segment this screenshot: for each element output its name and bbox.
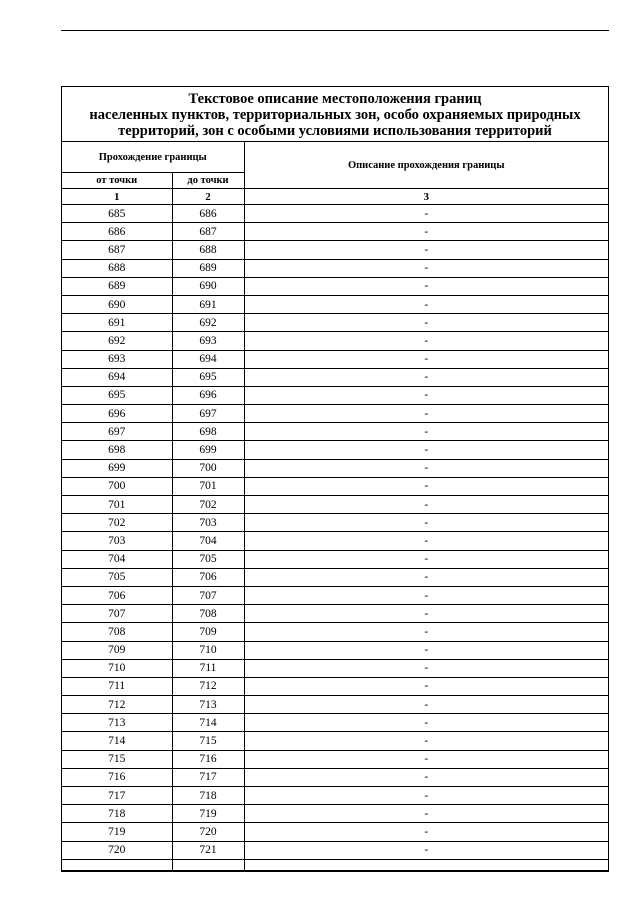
from-point-cell: 709 [62,641,172,659]
from-point-cell: 697 [62,423,172,441]
to-point-cell: 697 [172,405,244,423]
to-point-cell: 715 [172,732,244,750]
to-point-cell: 686 [172,205,244,223]
description-cell: - [244,659,608,677]
from-point-header: от точки [62,173,172,189]
from-point-cell: 686 [62,223,172,241]
from-point-cell: 704 [62,550,172,568]
to-point-cell: 708 [172,605,244,623]
description-cell: - [244,823,608,841]
from-point-cell: 703 [62,532,172,550]
table-row [62,768,608,786]
description-cell: - [244,350,608,368]
to-point-cell: 699 [172,441,244,459]
to-point-cell: 710 [172,641,244,659]
to-point-cell: 704 [172,532,244,550]
from-point-cell: 700 [62,477,172,495]
header-rule [61,30,609,31]
description-cell: - [244,768,608,786]
description-cell: - [244,277,608,295]
from-point-cell: 701 [62,496,172,514]
title-line: территорий, зон с особыми условиями использования территорий [118,123,552,139]
from-point-cell: 719 [62,823,172,841]
to-point-cell: 694 [172,350,244,368]
table-row [62,823,608,841]
description-cell: - [244,259,608,277]
to-point-cell: 718 [172,787,244,805]
table-row [62,386,608,404]
description-cell: - [244,459,608,477]
empty-cell [62,859,172,870]
description-cell: - [244,750,608,768]
to-point-cell: 721 [172,841,244,859]
boundary-table [62,142,608,871]
description-cell: - [244,532,608,550]
table-row [62,805,608,823]
table-row [62,586,608,604]
description-cell: - [244,241,608,259]
title-line: населенных пунктов, территориальных зон, особо охраняемых природных [89,107,581,123]
from-point-cell: 685 [62,205,172,223]
table-row [62,514,608,532]
description-cell: - [244,586,608,604]
to-point-cell: 698 [172,423,244,441]
to-point-cell: 695 [172,368,244,386]
to-point-cell: 693 [172,332,244,350]
from-point-cell: 692 [62,332,172,350]
from-point-cell: 699 [62,459,172,477]
from-point-cell: 717 [62,787,172,805]
to-point-cell: 711 [172,659,244,677]
column-number-1: 1 [62,189,172,205]
from-point-cell: 708 [62,623,172,641]
table-row [62,659,608,677]
to-point-cell: 689 [172,259,244,277]
table-row [62,441,608,459]
to-point-cell: 705 [172,550,244,568]
from-point-cell: 689 [62,277,172,295]
description-cell: - [244,441,608,459]
to-point-cell: 714 [172,714,244,732]
table-row [62,405,608,423]
table-row [62,750,608,768]
to-point-cell: 706 [172,568,244,586]
empty-cell [244,859,608,870]
description-cell: - [244,368,608,386]
boundary-description-frame [61,86,609,872]
to-point-cell: 688 [172,241,244,259]
to-point-cell: 703 [172,514,244,532]
to-point-cell: 707 [172,586,244,604]
description-cell: - [244,223,608,241]
table-row [62,550,608,568]
table-row [62,841,608,859]
table-row [62,696,608,714]
description-cell: - [244,550,608,568]
description-cell: - [244,332,608,350]
table-row [62,732,608,750]
description-cell: - [244,477,608,495]
document-title [62,87,608,142]
description-cell: - [244,423,608,441]
description-cell: - [244,623,608,641]
from-point-cell: 713 [62,714,172,732]
to-point-cell: 692 [172,314,244,332]
from-point-cell: 710 [62,659,172,677]
description-cell: - [244,386,608,404]
from-point-cell: 695 [62,386,172,404]
from-point-cell: 711 [62,677,172,695]
description-cell: - [244,696,608,714]
description-cell: - [244,641,608,659]
table-end-row [62,859,608,870]
to-point-cell: 702 [172,496,244,514]
to-point-cell: 716 [172,750,244,768]
from-point-cell: 702 [62,514,172,532]
from-point-cell: 694 [62,368,172,386]
from-point-cell: 715 [62,750,172,768]
to-point-cell: 701 [172,477,244,495]
to-point-cell: 691 [172,295,244,313]
description-cell: - [244,732,608,750]
table-row [62,714,608,732]
description-cell: - [244,496,608,514]
description-cell: - [244,787,608,805]
from-point-cell: 693 [62,350,172,368]
passage-header: Прохождение границы [62,142,244,173]
from-point-cell: 718 [62,805,172,823]
table-row [62,459,608,477]
table-row [62,623,608,641]
from-point-cell: 707 [62,605,172,623]
table-row [62,423,608,441]
table-row [62,677,608,695]
table-row [62,223,608,241]
table-row [62,277,608,295]
from-point-cell: 691 [62,314,172,332]
to-point-cell: 717 [172,768,244,786]
to-point-cell: 713 [172,696,244,714]
to-point-cell: 696 [172,386,244,404]
from-point-cell: 716 [62,768,172,786]
from-point-cell: 706 [62,586,172,604]
to-point-cell: 690 [172,277,244,295]
description-cell: - [244,605,608,623]
title-line: Текстовое описание местоположения границ [188,91,482,107]
from-point-cell: 712 [62,696,172,714]
from-point-cell: 698 [62,441,172,459]
description-cell: - [244,568,608,586]
table-row [62,568,608,586]
from-point-cell: 705 [62,568,172,586]
table-row [62,477,608,495]
table-row [62,350,608,368]
description-cell: - [244,295,608,313]
table-row [62,332,608,350]
empty-cell [172,859,244,870]
table-row [62,787,608,805]
from-point-cell: 696 [62,405,172,423]
table-row [62,368,608,386]
table-row [62,605,608,623]
to-point-cell: 712 [172,677,244,695]
from-point-cell: 687 [62,241,172,259]
to-point-cell: 709 [172,623,244,641]
description-cell: - [244,677,608,695]
from-point-cell: 690 [62,295,172,313]
column-number-2: 2 [172,189,244,205]
description-cell: - [244,714,608,732]
table-row [62,314,608,332]
to-point-cell: 720 [172,823,244,841]
description-cell: - [244,514,608,532]
from-point-cell: 688 [62,259,172,277]
description-header: Описание прохождения границы [244,142,608,189]
to-point-header: до точки [172,173,244,189]
table-row [62,205,608,223]
table-row [62,496,608,514]
from-point-cell: 720 [62,841,172,859]
table-row [62,641,608,659]
from-point-cell: 714 [62,732,172,750]
table-row [62,295,608,313]
description-cell: - [244,314,608,332]
description-cell: - [244,805,608,823]
to-point-cell: 719 [172,805,244,823]
description-cell: - [244,405,608,423]
to-point-cell: 687 [172,223,244,241]
description-cell: - [244,841,608,859]
table-row [62,532,608,550]
to-point-cell: 700 [172,459,244,477]
table-row [62,259,608,277]
description-cell: - [244,205,608,223]
column-number-3: 3 [244,189,608,205]
table-row [62,241,608,259]
